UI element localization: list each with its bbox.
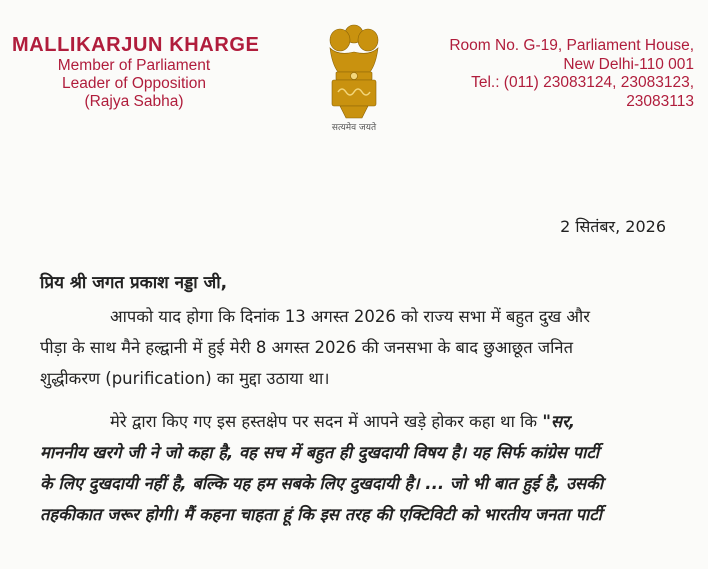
address-line-3: Tel.: (011) 23083124, 23083123, [471,74,694,91]
emblem-motto: सत्यमेव जयते [331,123,377,133]
paragraph-2 [40,406,680,530]
letter-date: 2 सितंबर, 2026 [560,217,666,236]
address-line-1: Room No. G-19, Parliament House, [449,37,694,54]
paragraph-1-line: शुद्धीकरण (purification) का मुद्दा उठाया था। [40,369,330,388]
quote-start: "सर, [542,412,576,431]
paragraph-1 [40,301,680,394]
letterhead-left [12,34,282,111]
address-line-2: New Delhi-110 001 [563,55,694,73]
paragraph-2-line [40,406,680,437]
paragraph-2-lead: मेरे द्वारा किए गए इस हस्तक्षेप पर सदन में आपने खड़े होकर कहा था कि [110,412,543,431]
paragraph-1-line: आपको याद होगा कि दिनांक 13 अगस्त 2026 को राज्य सभा में बहुत दुख और [110,307,590,326]
sender-name: MALLIKARJUN KHARGE [12,34,260,56]
letterhead-right [424,37,694,111]
paragraph-1-line: पीड़ा के साथ मैने हल्द्वानी में हुई मेरी 8 अगस्त 2026 की जनसभा के बाद छुआछूत जनित [40,338,573,357]
quote-line: माननीय खरगे जी ने जो कहा है, वह सच में बहुत ही दुखदायी विषय है। यह सिर्फ कांग्रेस पार्टी [40,443,600,462]
letter-body [40,270,680,530]
salutation: प्रिय श्री जगत प्रकाश नड्डा जी, [40,273,228,293]
quote-line: तहकीकात जरूर होगी। मैं कहना चाहता हूं कि इस तरह की एक्टिविटी को भारतीय जनता पार्टी [40,505,602,524]
sender-role-1: Member of Parliament [57,57,211,74]
address-line-4: 23083113 [626,92,694,110]
sender-role-3: (Rajya Sabha) [84,93,184,110]
sender-role-2: Leader of Opposition [62,75,206,92]
quote-line: के लिए दुखदायी नहीं है, बल्कि यह हम सबके लिए दुखदायी है। ... जो भी बात हुई है, उसकी [40,474,604,493]
